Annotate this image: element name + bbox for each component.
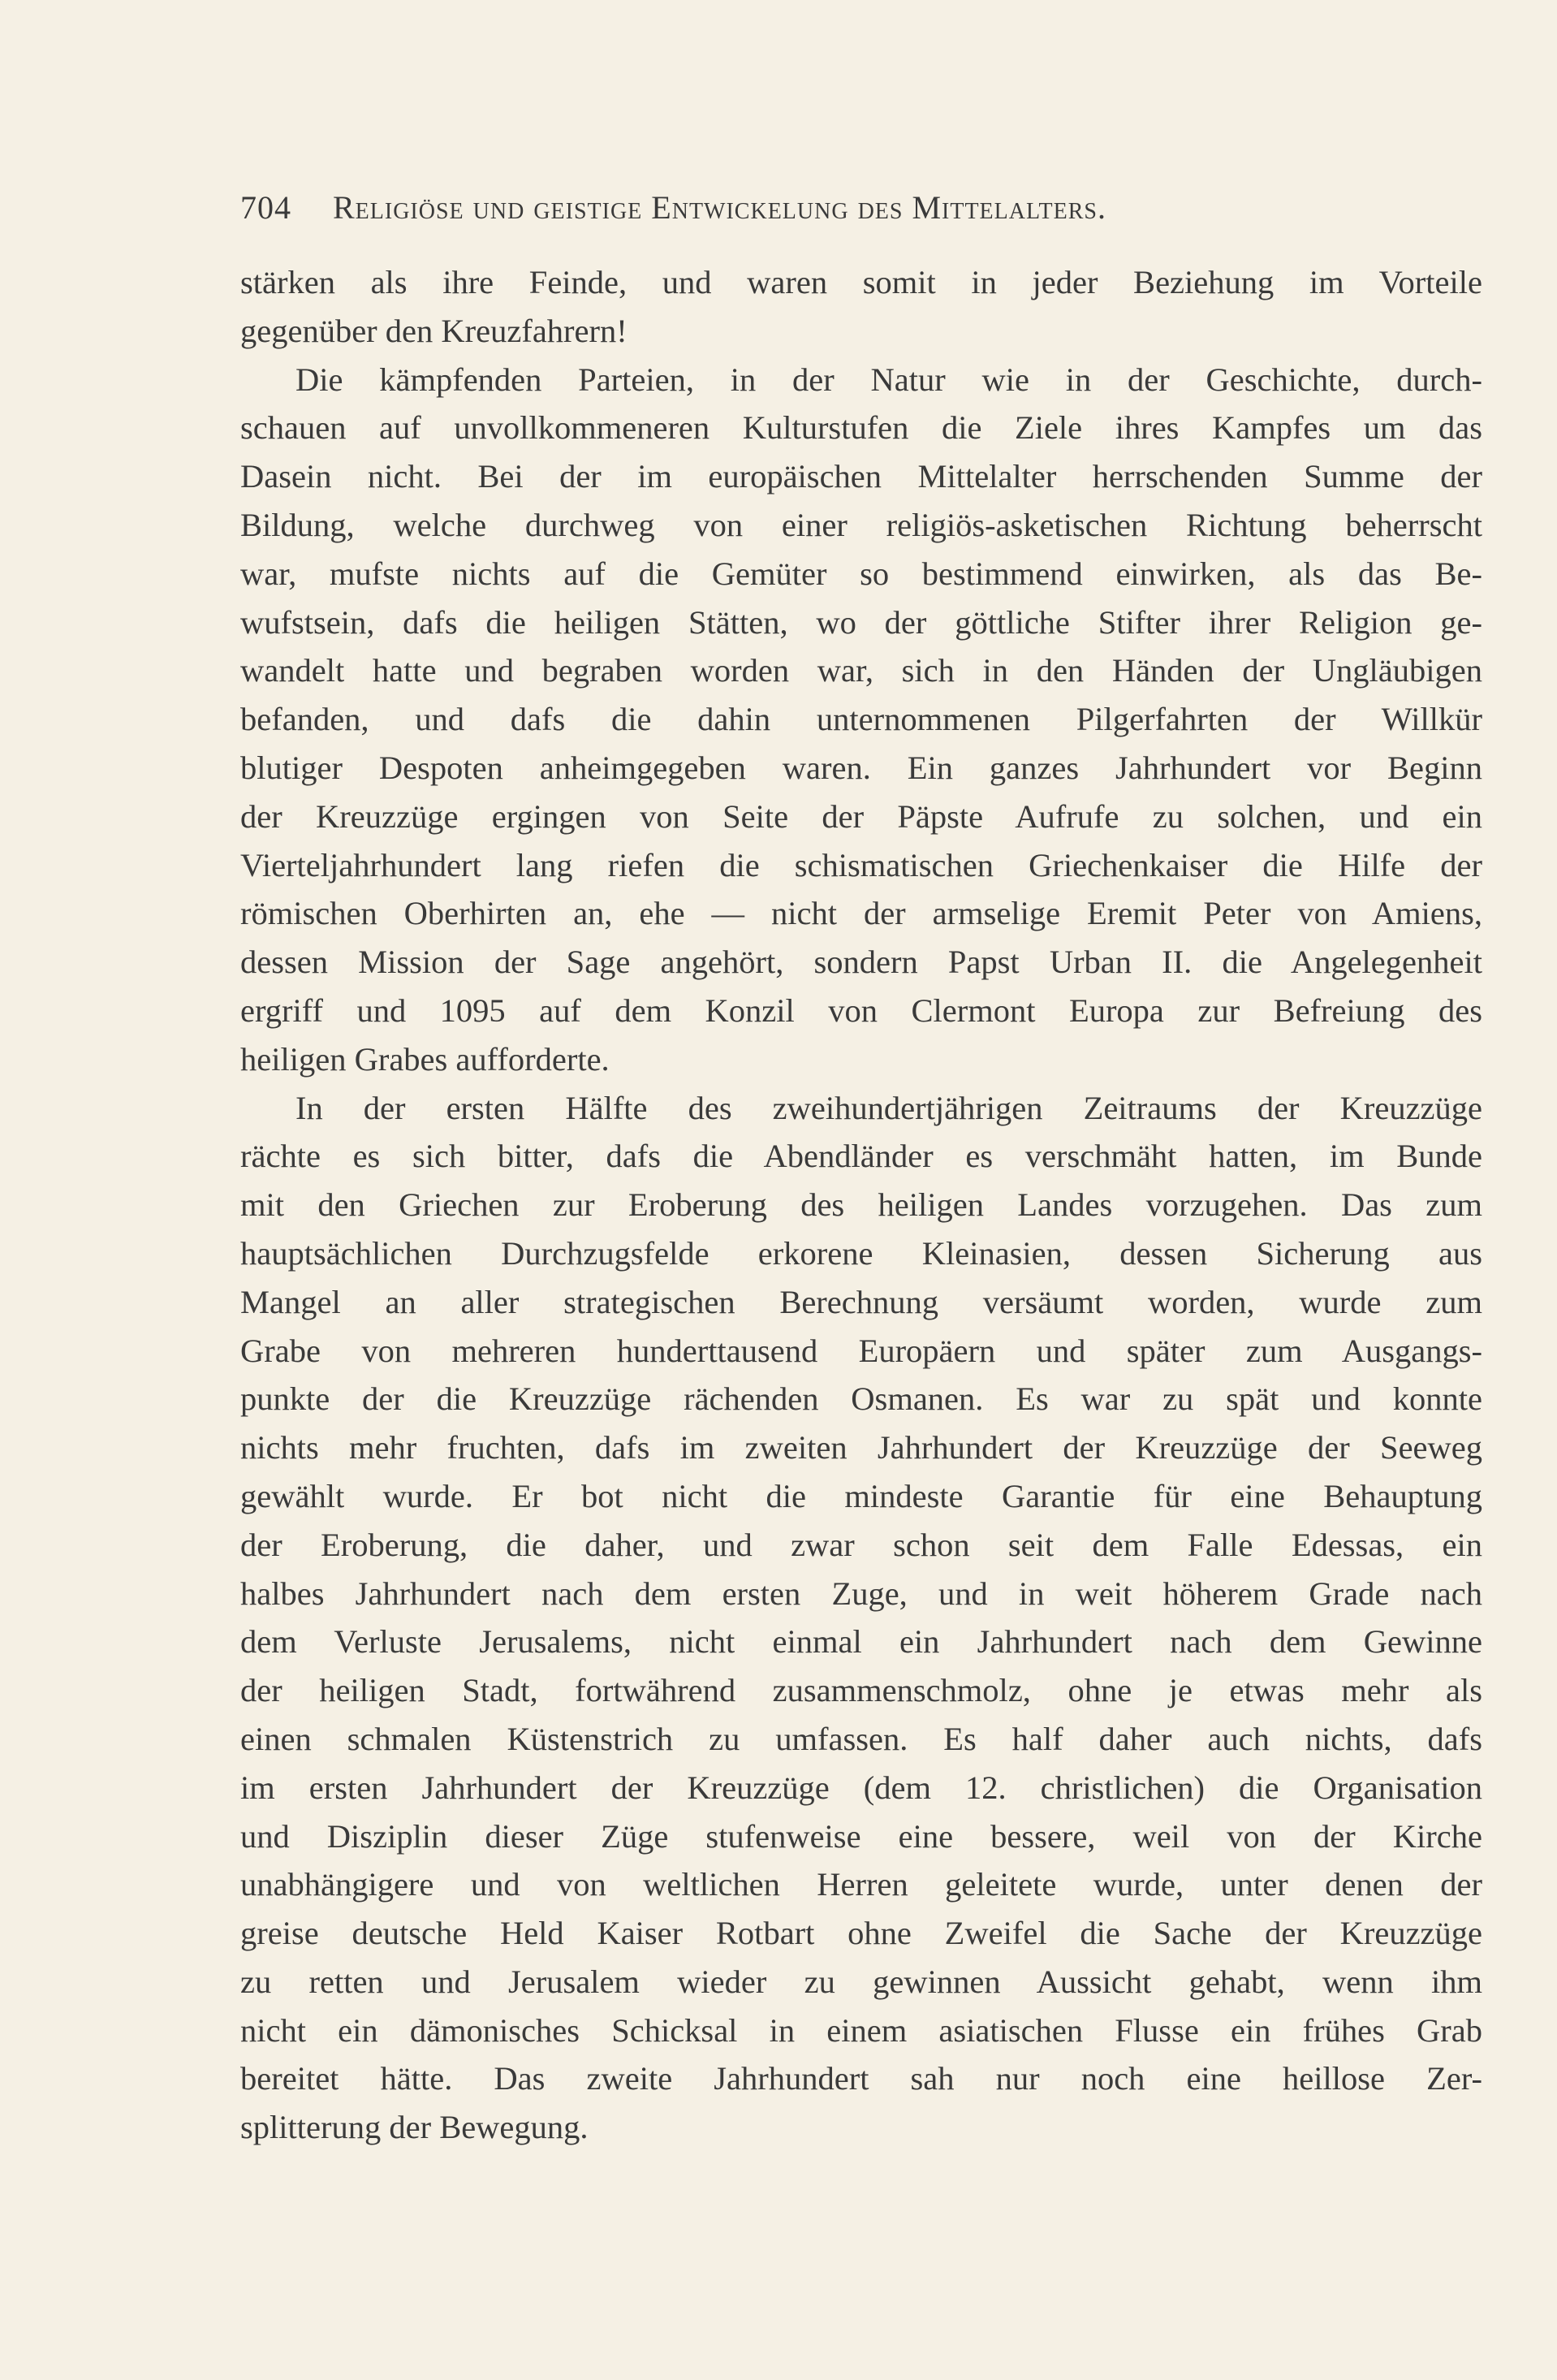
text-line: splitterung der Bewegung. xyxy=(240,2109,589,2146)
body-text xyxy=(240,258,1482,2152)
text-line: rächte es sich bitter, dafs die Abendländer es verschmäht hatten, im Bunde xyxy=(240,1138,1482,1175)
paragraph xyxy=(240,356,1482,1084)
text-line: nicht ein dämonisches Schicksal in einem asiatischen Flusse ein frühes Grab xyxy=(240,2011,1482,2049)
text-line: der heiligen Stadt, fortwährend zusammenschmolz, ohne je etwas mehr als xyxy=(240,1672,1482,1709)
running-title: Religiöse und geistige Entwickelung des Mittelalters. xyxy=(333,189,1106,226)
text-line: dessen Mission der Sage angehört, sondern Papst Urban II. die Angelegenheit xyxy=(240,944,1482,981)
text-line: halbes Jahrhundert nach dem ersten Zuge, und in weit höherem Grade nach xyxy=(240,1574,1482,1612)
text-line: bereitet hätte. Das zweite Jahrhundert sah nur noch eine heillose Zer- xyxy=(240,2060,1482,2097)
text-line: und Disziplin dieser Züge stufenweise eine bessere, weil von der Kirche xyxy=(240,1817,1482,1855)
text-line: stärken als ihre Feinde, und waren somit in jeder Beziehung im Vorteile xyxy=(240,264,1482,300)
page-header xyxy=(240,184,1442,232)
text-line: schauen auf unvollkommeneren Kulturstufen die Ziele ihres Kampfes um das xyxy=(240,409,1482,447)
text-line: Bildung, welche durchweg von einer religiös-asketischen Richtung beherrscht xyxy=(240,506,1482,543)
text-line: punkte der die Kreuzzüge rächenden Osmanen. Es war zu spät und konnte xyxy=(240,1380,1482,1418)
text-line: der Eroberung, die daher, und zwar schon seit dem Falle Edessas, ein xyxy=(240,1526,1482,1563)
text-line: In der ersten Hälfte des zweihundertjährigen Zeitraums der Kreuzzüge xyxy=(295,1089,1482,1126)
text-line: zu retten und Jerusalem wieder zu gewinnen Aussicht gehabt, wenn ihm xyxy=(240,1963,1482,2000)
text-line: dem Verluste Jerusalems, nicht einmal ein Jahrhundert nach dem Gewinne xyxy=(240,1623,1482,1661)
text-line: mit den Griechen zur Eroberung des heiligen Landes vorzugehen. Das zum xyxy=(240,1186,1482,1224)
text-line: hauptsächlichen Durchzugsfelde erkorene Kleinasien, dessen Sicherung aus xyxy=(240,1234,1482,1272)
paragraph xyxy=(240,1084,1482,2153)
text-line: einen schmalen Küstenstrich zu umfassen. Es half daher auch nichts, dafs xyxy=(240,1720,1482,1757)
text-line: wandelt hatte und begraben worden war, sich in den Händen der Ungläubigen xyxy=(240,652,1482,689)
text-line: befanden, und dafs die dahin unternommenen Pilgerfahrten der Willkür xyxy=(240,701,1482,738)
text-line: heiligen Grabes aufforderte. xyxy=(240,1040,610,1078)
text-line: wufstsein, dafs die heiligen Stätten, wo der göttliche Stifter ihrer Religion ge- xyxy=(240,603,1482,641)
text-line: Dasein nicht. Bei der im europäischen Mittelalter herrschenden Summe der xyxy=(240,458,1482,495)
text-line: der Kreuzzüge ergingen von Seite der Päpste Aufrufe zu solchen, und ein xyxy=(240,797,1482,835)
text-line: im ersten Jahrhundert der Kreuzzüge (dem 12. christlichen) die Organisation xyxy=(240,1769,1482,1806)
text-line: Vierteljahrhundert lang riefen die schismatischen Griechenkaiser die Hilfe der xyxy=(240,846,1482,883)
paragraph xyxy=(240,258,1482,356)
text-line: Die kämpfenden Parteien, in der Natur wie in der Geschichte, durch- xyxy=(295,361,1482,398)
text-line: greise deutsche Held Kaiser Rotbart ohne Zweifel die Sache der Kreuzzüge xyxy=(240,1915,1482,1952)
text-line: gegenüber den Kreuzfahrern! xyxy=(240,312,628,349)
text-line: unabhängigere und von weltlichen Herren geleitete wurde, unter denen der xyxy=(240,1866,1482,1903)
text-line: ergriff und 1095 auf dem Konzil von Clermont Europa zur Befreiung des xyxy=(240,991,1482,1029)
text-line: gewählt wurde. Er bot nicht die mindeste Garantie für eine Behauptung xyxy=(240,1477,1482,1514)
text-line: Mangel an aller strategischen Berechnung versäumt worden, wurde zum xyxy=(240,1283,1482,1320)
text-line: römischen Oberhirten an, ehe — nicht der armselige Eremit Peter von Amiens, xyxy=(240,895,1482,932)
page-number: 704 xyxy=(240,189,291,226)
text-line: Grabe von mehreren hunderttausend Europäern und später zum Ausgangs- xyxy=(240,1332,1482,1369)
text-line: war, mufste nichts auf die Gemüter so bestimmend einwirken, als das Be- xyxy=(240,555,1482,592)
text-line: nichts mehr fruchten, dafs im zweiten Jahrhundert der Kreuzzüge der Seeweg xyxy=(240,1429,1482,1466)
text-line: blutiger Despoten anheimgegeben waren. Ein ganzes Jahrhundert vor Beginn xyxy=(240,749,1482,786)
